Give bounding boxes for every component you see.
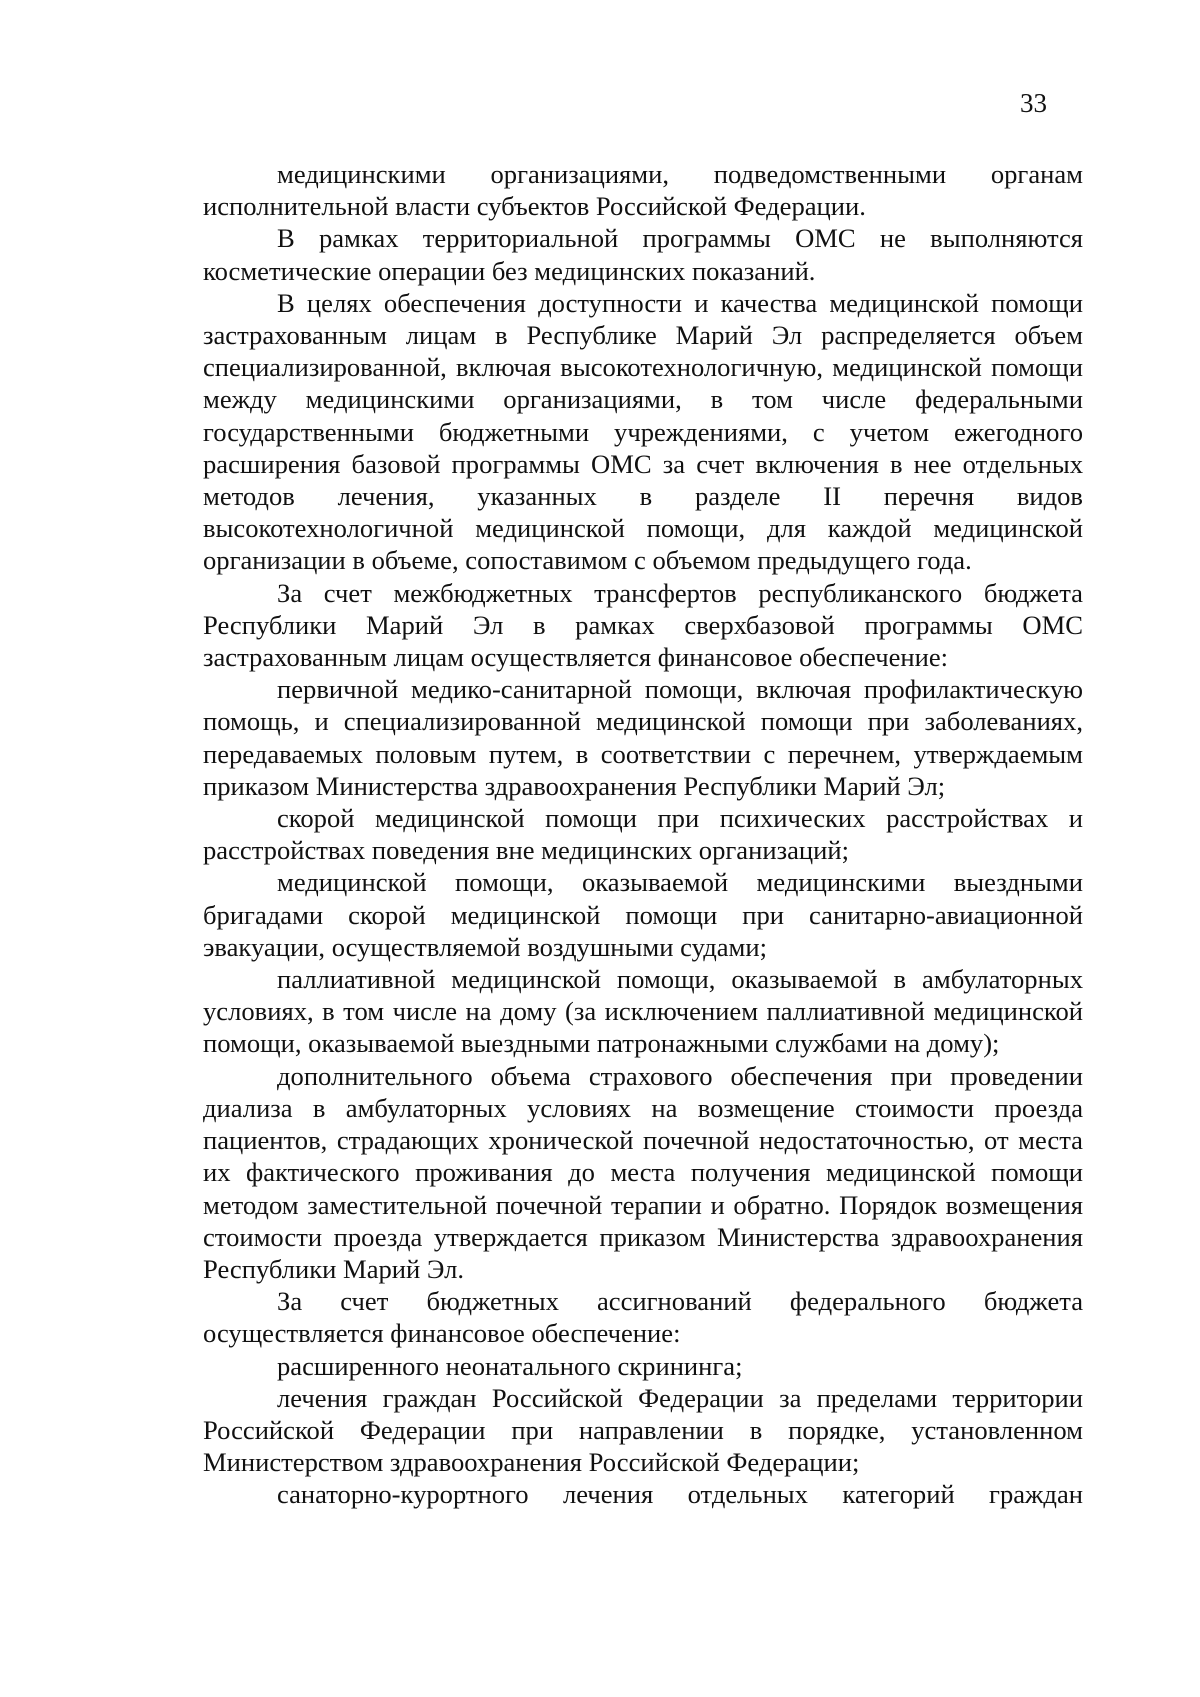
- paragraph-continuation: медицинскими организациями, подведомственными органам исполнительной власти субъектов Российской Федерации.: [203, 159, 1083, 222]
- list-item-dialysis-travel: дополнительного объема страхового обеспечения при проведении диализа в амбулаторных условиях на возмещение стоимости проезда пациентов, страдающих хронической почечной недостаточностью, от места их фактического проживания до места получения медицинской помощи методом заместительной почечной терапии и обратно. Порядок возмещения стоимости проезда утверждается приказом Министерства здравоохранения Республики Марий Эл.: [203, 1060, 1083, 1284]
- list-item-treatment-abroad: лечения граждан Российской Федерации за пределами территории Российской Федерации при направлении в порядке, установленном Министерством здравоохранения Российской Федерации;: [203, 1382, 1083, 1478]
- list-item-primary-care: первичной медико-санитарной помощи, включая профилактическую помощь, и специализированной медицинской помощи при заболеваниях, передаваемых половым путем, в соответствии с перечнем, утверждаемым приказом Министерства здравоохранения Республики Марий Эл;: [203, 674, 1083, 801]
- paragraph-federal-budget: За счет бюджетных ассигнований федерального бюджета осуществляется финансовое обеспечение:: [203, 1286, 1083, 1349]
- list-item-palliative-care: паллиативной медицинской помощи, оказываемой в амбулаторных условиях, в том числе на дому (за исключением паллиативной медицинской помощи, оказываемой выездными патронажными службами на дому);: [203, 964, 1083, 1059]
- list-item-sanatorium-treatment: санаторно-курортного лечения отдельных категорий граждан: [277, 1479, 1083, 1510]
- document-body: [203, 158, 1083, 1511]
- paragraph-interbudget-transfers: За счет межбюджетных трансфертов республиканского бюджета Республики Марий Эл в рамках сверхбазовой программы ОМС застрахованным лицам осуществляется финансовое обеспечение:: [203, 577, 1083, 673]
- list-item-emergency-psychiatric: скорой медицинской помощи при психических расстройствах и расстройствах поведения вне медицинских организаций;: [203, 803, 1083, 866]
- paragraph-cosmetic-operations: В рамках территориальной программы ОМС не выполняются косметические операции без медицинских показаний.: [203, 223, 1083, 286]
- page-number: 33: [1020, 88, 1047, 118]
- list-item-air-evacuation: медицинской помощи, оказываемой медицинскими выездными бригадами скорой медицинской помощи при санитарно-авиационной эвакуации, осуществляемой воздушными судами;: [203, 867, 1083, 962]
- list-item-neonatal-screening: расширенного неонатального скрининга;: [277, 1350, 743, 1381]
- paragraph-volume-distribution: В целях обеспечения доступности и качества медицинской помощи застрахованным лицам в Республике Марий Эл распределяется объем специализированной, включая высокотехнологичную, медицинской помощи между медицинскими организациями, в том числе федеральными государственными бюджетными учреждениями, с учетом ежегодного расширения базовой программы ОМС за счет включения в нее отдельных методов лечения, указанных в разделе II перечня видов высокотехнологичной медицинской помощи, для каждой медицинской организации в объеме, сопоставимом с объемом предыдущего года.: [203, 287, 1083, 576]
